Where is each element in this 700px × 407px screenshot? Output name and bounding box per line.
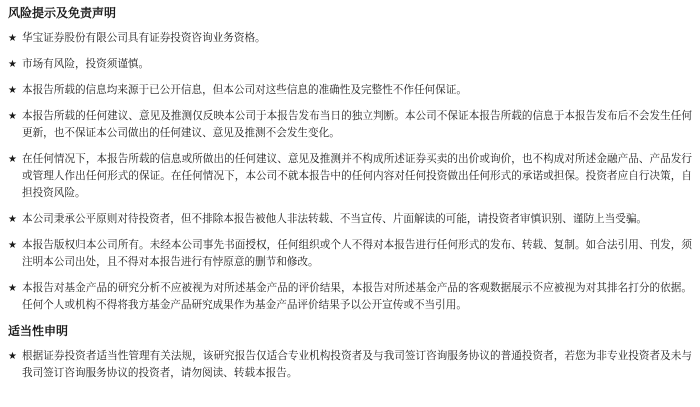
star-icon: ★ xyxy=(8,214,17,225)
risk-item-text: 市场有风险，投资须谨慎。 xyxy=(22,58,150,70)
risk-item-text: 本报告对基金产品的研究分析不应被视为对所述基金产品的评价结果，本报告对所述基金产品的客观数据展示不应被视为对其排名打分的依据。任何个人或机构不得将我方基金产品研究成果作为基金产品评价结果予以公开宣传或不当引用。 xyxy=(22,282,692,311)
star-icon: ★ xyxy=(8,33,17,44)
risk-section-title: 风险提示及免责声明 xyxy=(8,6,117,20)
star-icon: ★ xyxy=(8,85,17,96)
star-icon: ★ xyxy=(8,154,17,165)
risk-item-text: 在任何情况下，本报告所载的信息或所做出的任何建议、意见及推测并不构成所述证券买卖的出价或询价，也不构成对所述金融产品、产品发行或管理人作出任何形式的保证。在任何情况下，本公司不就本报告中的任何内容对任何投资做出任何形式的承诺或担保。投资者应自行决策，自担投资风险。 xyxy=(22,153,692,199)
star-icon: ★ xyxy=(8,59,17,70)
risk-item-qualification xyxy=(8,30,692,47)
risk-item-text: 华宝证券股份有限公司具有证券投资咨询业务资格。 xyxy=(22,32,266,44)
risk-item-text: 本报告版权归本公司所有。未经本公司事先书面授权，任何组织或个人不得对本报告进行任何形式的发布、转载、复制。如合法引用、刊发，须注明本公司出处，且不得对本报告进行有悖原意的删节和修改。 xyxy=(22,239,692,268)
risk-item-fund-research xyxy=(8,280,692,314)
star-icon: ★ xyxy=(8,283,17,294)
suitability-item-text: 根据证券投资者适当性管理有关法规，该研究报告仅适合专业机构投资者及与我司签订咨询服务协议的普通投资者，若您为非专业投资者及未与我司签订咨询服务协议的投资者，请勿阅读、转载本报告。 xyxy=(22,350,692,379)
risk-item-information-source xyxy=(8,82,692,99)
risk-item-no-offer xyxy=(8,151,692,202)
suitability-section-title: 适当性申明 xyxy=(8,324,69,338)
risk-item-copyright xyxy=(8,237,692,271)
star-icon: ★ xyxy=(8,240,17,251)
risk-item-text: 本公司秉承公平原则对待投资者，但不排除本报告被他人非法转载、不当宣传、片面解读的可能，请投资者审慎识别、谨防上当受骗。 xyxy=(22,213,648,225)
risk-item-fair-treatment xyxy=(8,211,692,228)
risk-item-market-risk xyxy=(8,56,692,73)
risk-item-text: 本报告所载的信息均来源于已公开信息，但本公司对这些信息的准确性及完整性不作任何保证。 xyxy=(22,84,467,96)
risk-item-independent-judgment xyxy=(8,108,692,142)
suitability-item-investor xyxy=(8,348,692,382)
risk-item-text: 本报告所载的任何建议、意见及推测仅反映本公司于本报告发布当日的独立判断。本公司不保证本报告所载的信息于本报告发布后不会发生任何更新，也不保证本公司做出的任何建议、意见及推测不会发生变化。 xyxy=(22,110,692,139)
star-icon: ★ xyxy=(8,351,17,362)
star-icon: ★ xyxy=(8,111,17,122)
